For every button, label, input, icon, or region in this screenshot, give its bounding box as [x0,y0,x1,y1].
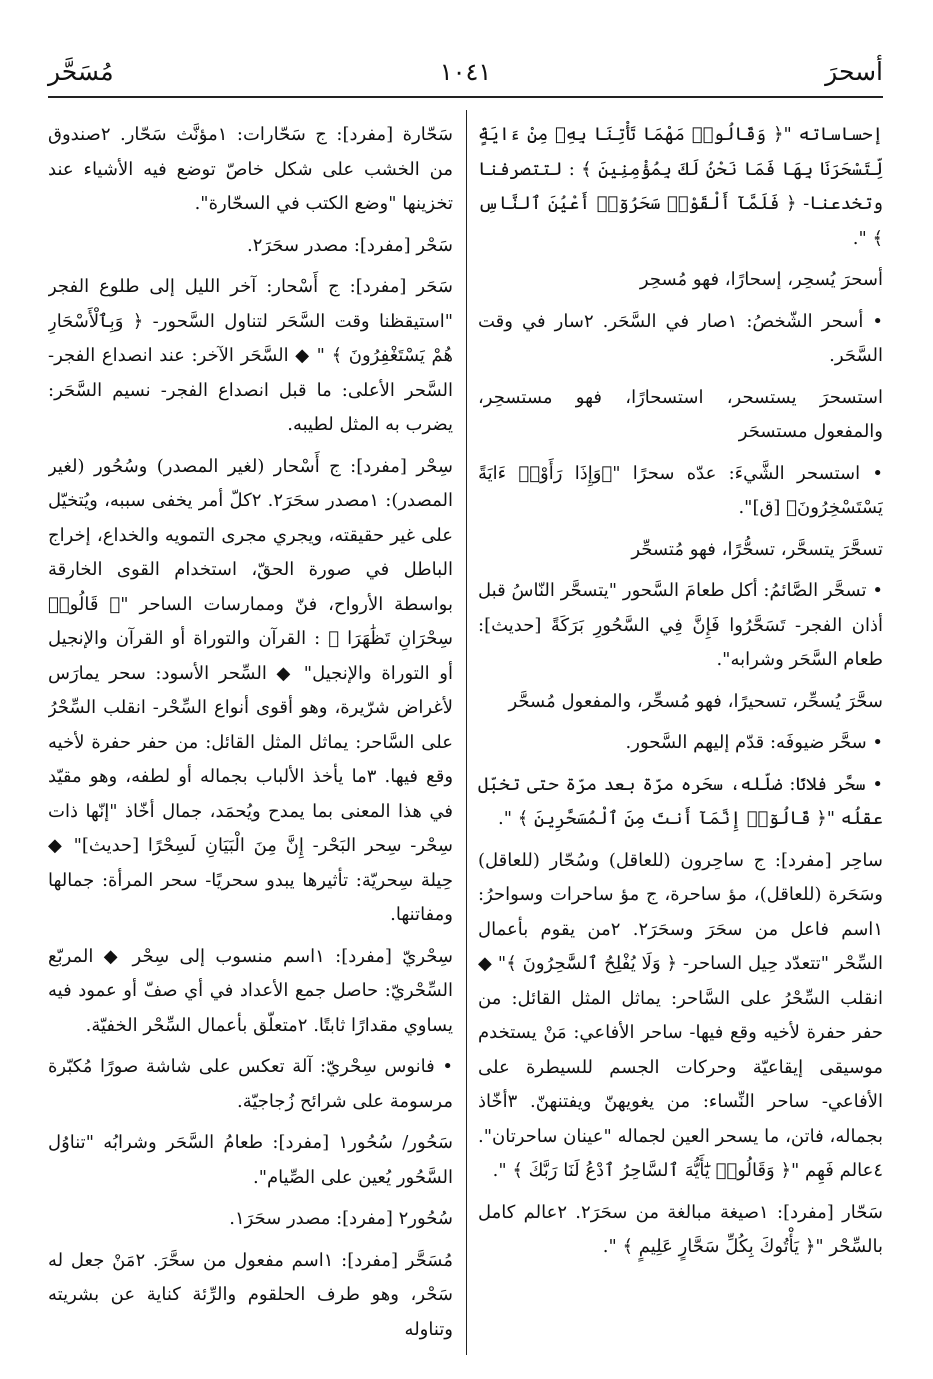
entry-text: مُسَحَّر [مفرد]: ١اسم مفعول من سحَّرَ. ٢مَنْ جعل له سَحْر، وهو طرف الحلقوم والرِّئة كناية عن بشريته وتناوله [48,1249,453,1340]
entry-text: ساحِر [مفرد]: ج ساحِرون (للعاقل) وسُحّار (للعاقل) وسَحَرة (للعاقل)، مؤ ساحرة، ج مؤ ساحرات وسواحرُ: ١اسم فاعل من سحَرَ وسحَرَ٢. ٢من يقوم بأعمال السِّحْر "تتعدّد حِيل الساحر- ﴿ وَلَا يُفْلِحُ ٱلسَّٰحِرُونَ ﴾" ◆ انقلب السِّحْرُ على السَّاحر: يماثل المثل القائل: من حفر حفرة لأخيه وقع فيها- ساحر الأفاعي: مَنْ يستخدم موسيقى إيقاعيّة وحركات الجسم للسيطرة على الأفاعي- ساحر النِّساء: من يغويهنّ ويفتنهنّ. ٣أخّاذ بجماله، فاتن، ما يسحر العين لجماله "عينان ساحرتان". ٤عالم فَهِم "﴿ وَقَالُوا۟ يَٰٓأَيُّهَ ٱلسَّاحِرُ ٱدْعُ لَنَا رَبَّكَ ﴾ ". [478,849,883,1181]
entry-text: سَحُور/ سُحُور١ [مفرد]: طعامُ السَّحَر وشرابُه "تناوُل السَّحُور يُعين على الصِّيام". [48,1132,453,1188]
running-head-last-word: مُسَحَّر [48,57,114,86]
entry-text: • فانوس سِحْريّ: آلة تعكس على شاشة صورًا مُكبّرة مرسومة على شرائح زُجاجيّة. [48,1056,453,1112]
entry-text: • أسحر الشّخصُ: ١صار في السَّحَر. ٢سار في وقت السَّحَر. [478,310,883,366]
entry-text: سِحْر [مفرد]: ج أَسْحار (لغير المصدر) وسُحُور (لغير المصدر): ١مصدر سحَرَ٢. ٢كلّ أمر يخفى سببه، ويُتخيّل على غير حقيقته، ويجري مجرى التمويه والخداع، إخراج الباطل في صورة الحقّ، استخدام القوى الخارقة بواسطة الأرواح، فنّ وممارسات الساحر "﴿ قَالُوا۟ سِحْرَانِ تَظَٰهَرَا ﴾ : القرآن والتوراة أو القرآن والإنجيل أو التوراة والإنجيل" ◆ السِّحر الأسود: سحر يمارَس لأغراض شرّيرة، وهو أقوى أنواع السِّحْر- انقلب السِّحْرُ على السَّاحر: يماثل المثل القائل: من حفر حفرة لأخيه وقع فيها. ٣ما يأخذ الألباب بجماله أو لطفه، وهو مقيّد في هذا المعنى بما يمدح ويُحمَد، جمال أخّاذ "إنّها ذات سِحْر- سِحر البَحْر- إِنَّ مِنَ الْبَيَانِ لَسِحْرًا [حديث]" ◆ حِيلة سِحريّة: تأثيرها يبدو سحريًا- سحر المرأة: جمالها ومفاتنها. [48,455,453,925]
entry-text: سَحّار [مفرد]: ١صيغة مبالغة من سحَرَ٢. ٢عالم كامل بالسِّحْر "﴿ يَأْتُوكَ بِكُلِّ سَحَّارٍ عَلِيمٍ ﴾ ". [478,1201,883,1257]
entry-text: استسحرَ يستسحر، استسحارًا، فهو مستسحِر، والمفعول مستسحَر [478,386,883,442]
entry-text: سُحُور٢ [مفرد]: مصدر سحَرَ١. [229,1208,453,1229]
entry-text: تسحَّرَ يتسحَّر، تسحُّرًا، فهو مُتسحِّر [631,538,883,560]
entry-text: سَحّارة [مفرد]: ج سَحّارات: ١مؤنَّث سَحّار. ٢صندوق من الخشب على شكل خاصّ توضع فيه الأشياء عند تخزينها "وضع الكتب في السحّارة". [48,124,453,214]
header-divider [48,96,883,98]
running-head-first-word: أسحرَ [825,57,883,86]
column-divider [466,110,467,1355]
entry-text: إحساساته "﴿ وَقَالُوا۟ مَهْمَا تَأْتِنَا بِهِۦ مِنْ ءَايَةٍۢ لِّتَسْحَرَنَا بِهَا فَمَا نَحْنُ لَكَ بِمُؤْمِنِينَ ﴾ : لتتصرفنا وتخدعنا- ﴿ فَلَمَّآ أَلْقَوْا۟ سَحَرُوٓا۟ أَعْيُنَ ٱلنَّاسِ ﴾ ". [478,124,883,249]
entry-text: • سحَّر فلانًا: ضلّله، سحَره مرّة بعد مرّة حتى تخبّل عقلُه "﴿ قَالُوٓا۟ إِنَّمَآ أَنتَ مِنَ ٱلْمُسَحَّرِينَ ﴾ ". [478,773,883,829]
left-column [48,118,453,1358]
entry-text: سَحْر [مفرد]: مصدر سحَرَ٢. [246,234,453,256]
entry-text: سحَّرَ يُسحِّر، تسحيرًا، فهو مُسحِّر، والمفعول مُسحَّر [508,690,883,712]
entry-text: • سحَّر ضيوفَه: قدّم إليهم السَّحور. [625,732,883,753]
entry-text: أسحرَ يُسحِر، إسحارًا، فهو مُسحِر [639,269,883,290]
entry-text: سِحْريّ [مفرد]: ١اسم منسوب إلى سِحْر ◆ المربّع السِّحْريّ: حاصل جمع الأعداد في أي صفّ أو عمود فيه يساوي مقدارًا ثابتًا. ٢متعلّق بأعمال السِّحْر الخفيّة. [48,945,453,1036]
entry-text: سَحَر [مفرد]: ج أَسْحار: آخر الليل إلى طلوع الفجر "استيقظنا وقت السَّحَر لتناول السَّحور- ﴿ وَبِٱلْأَسْحَارِ هُمْ يَسْتَغْفِرُونَ ﴾ " ◆ السَّحَر الآخر: عند انصداع الفجر- السَّحر الأعلى: ما قبل انصداع الفجر- نسيم السَّحَر: يضرب به المثل لطيبه. [48,276,453,435]
entry-text: • استسحر الشَّيءَ: عدّه سحرًا "﴿وَإِذَا رَأَوْا۟ ءَايَةً يَسْتَسْخِرُونَ﴾ [ق]". [478,462,883,518]
page-number: ١٠٤١ [439,58,492,86]
right-column [478,118,883,1358]
entry-text: • تسحَّر الصَّائمُ: أكل طعامَ السَّحور "يتسحَّر النّاسُ قبل أذان الفجر- تَسَحَّرُوا فَإِنَّ فِي السَّحُورِ بَرَكَةً [حديث]: طعام السَّحَر وشرابه". [478,580,883,670]
page-header [48,52,883,92]
